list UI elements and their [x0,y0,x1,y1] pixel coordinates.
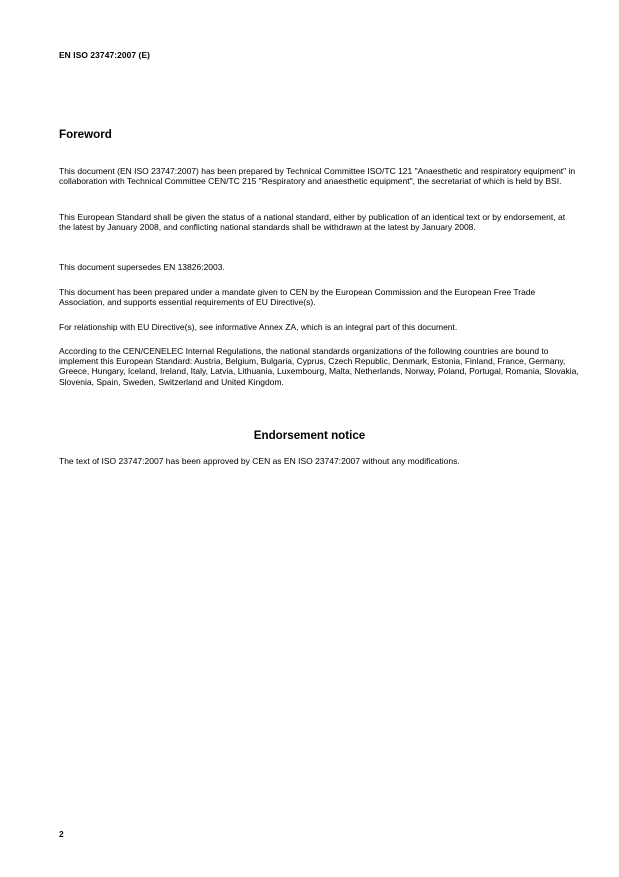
page-number: 2 [59,829,64,839]
foreword-paragraph-4: This document has been prepared under a mandate given to CEN by the European Commission and the European Free Trade Association, and supports essential requirements of EU Directive(s). [59,287,536,308]
endorsement-heading: Endorsement notice [253,429,366,442]
foreword-paragraph-1: This document (EN ISO 23747:2007) has been prepared by Technical Committee ISO/TC 121 "Anaesthetic and respiratory equipment" in collaboration with Technical Committee CEN/TC 215 "Respiratory and anaesthetic equipment", the secretariat of which is held by BSI. [59,166,576,187]
foreword-paragraph-2: This European Standard shall be given the status of a national standard, either by publication of an identical text or by endorsement, at the latest by January 2008, and conflicting national standards shall be withdrawn at the latest by January 2008. [59,212,566,233]
foreword-paragraph-3: This document supersedes EN 13826:2003. [59,262,225,272]
foreword-paragraph-5: For relationship with EU Directive(s), see informative Annex ZA, which is an integral part of this document. [59,322,458,332]
foreword-heading: Foreword [59,128,112,141]
foreword-paragraph-6: According to the CEN/CENELEC Internal Regulations, the national standards organizations of the following countries are bound to implement this European Standard: Austria, Belgium, Bulgaria, Cyprus, Czech Republic, Denmark, Estonia, Finland, France, Germany, Greece, Hungary, Iceland, Ireland, Italy, Latvia, Lithuania, Luxembourg, Malta, Netherlands, Norway, Poland, Portugal, Romania, Slovakia, Slovenia, Spain, Sweden, Switzerland and United Kingdom. [59,346,579,387]
document-header-id: EN ISO 23747:2007 (E) [59,50,151,60]
endorsement-paragraph: The text of ISO 23747:2007 has been approved by CEN as EN ISO 23747:2007 without any modifications. [59,456,460,466]
